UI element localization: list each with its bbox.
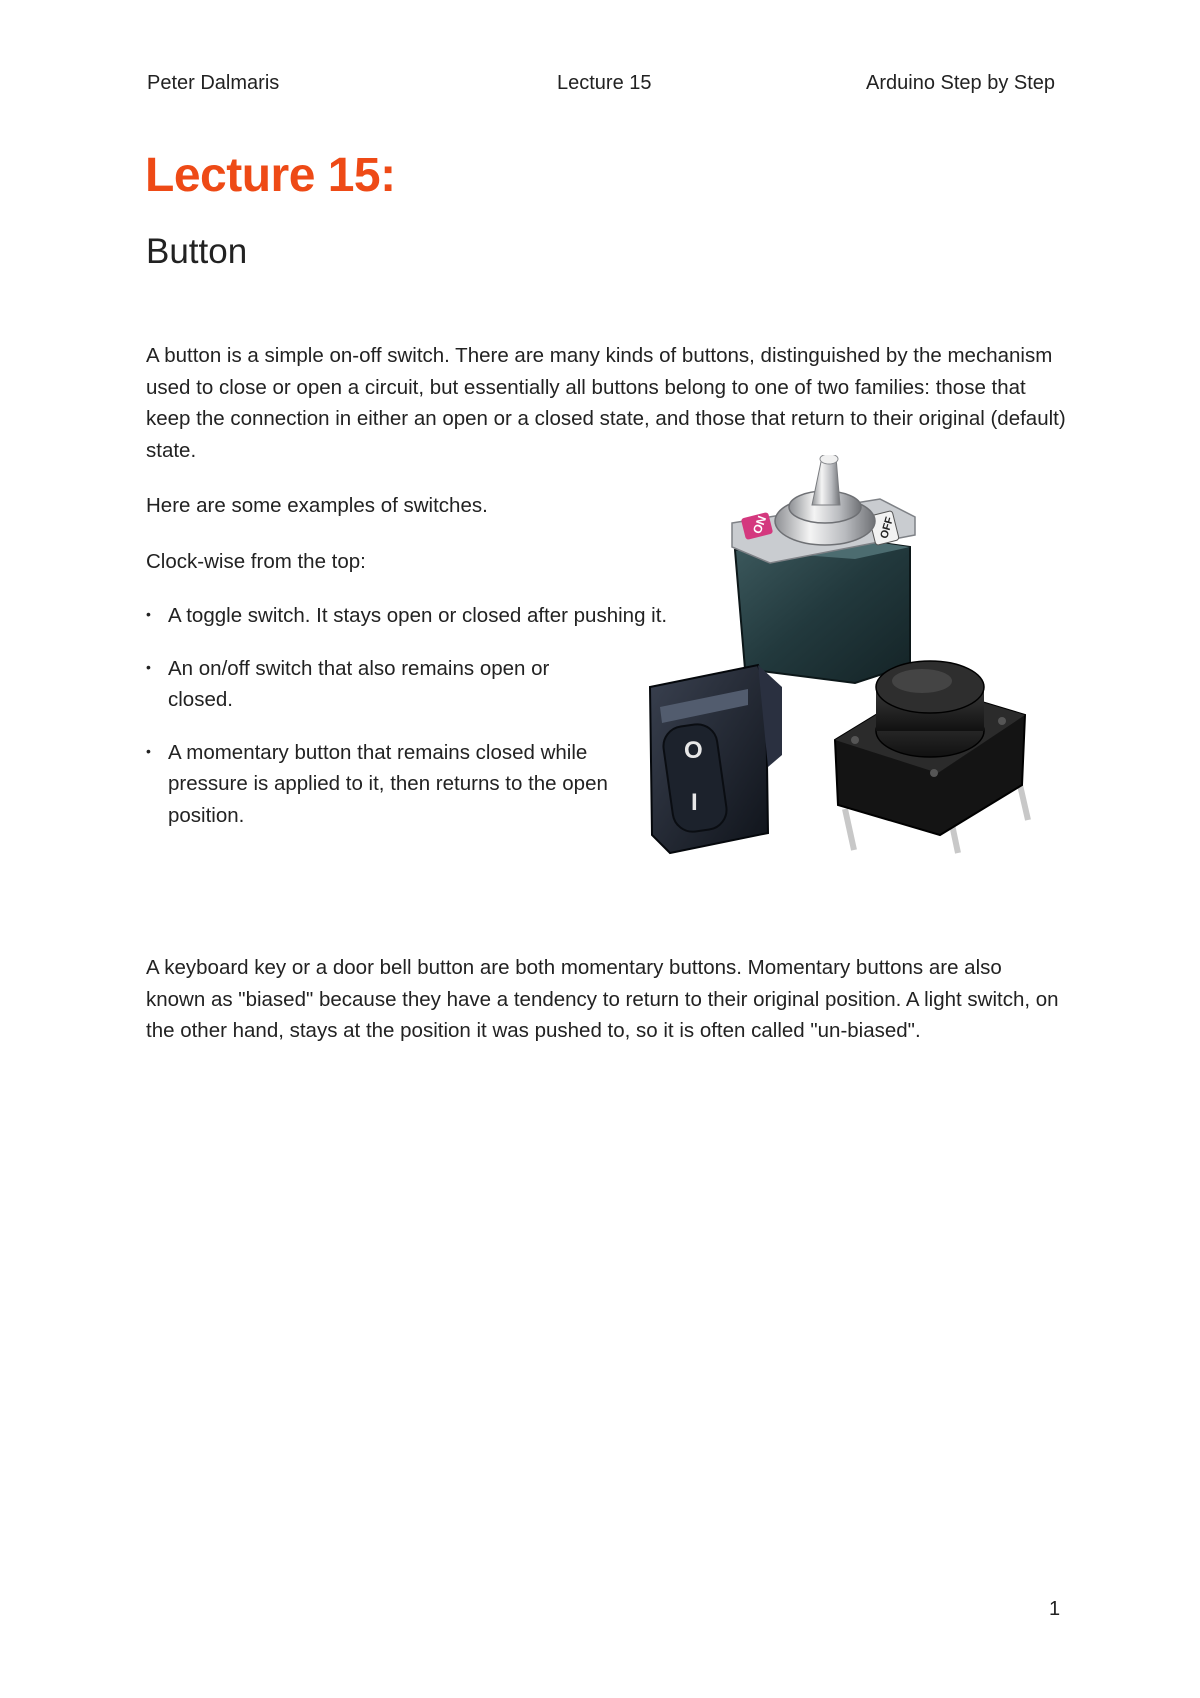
examples-paragraph: Here are some examples of switches. — [146, 494, 488, 517]
list-item: • A toggle switch. It stays open or closed after pushing it. — [146, 600, 888, 632]
toggle-switch-image — [732, 455, 915, 683]
header-lecture: Lecture 15 — [557, 72, 652, 94]
toggle-on-label: ON — [749, 513, 770, 536]
page-subtitle: Button — [146, 232, 248, 271]
clockwise-paragraph: Clock-wise from the top: — [146, 550, 366, 573]
toggle-off-label: OFF — [878, 515, 896, 541]
list-item: • A momentary button that remains closed while pressure is applied to it, then returns to the open position. — [146, 737, 623, 832]
intro-paragraph: A button is a simple on-off switch. There are many kinds of buttons, distinguished by the mechanism used to close or open a circuit, but essentially all buttons belong to one of two families: those that keep the connection in either an open or a closed state, and those that return to their original (default) state. — [146, 344, 1066, 462]
momentary-button-image — [835, 661, 1028, 853]
switches-illustration — [640, 455, 1060, 905]
header-course: Arduino Step by Step — [866, 72, 1056, 94]
list-item: • An on/off switch that also remains open or closed. — [146, 653, 598, 716]
header-author: Peter Dalmaris — [147, 72, 280, 94]
page-title: Lecture 15: — [145, 149, 396, 202]
rocker-switch-image — [650, 665, 782, 853]
rocker-on-mark: O — [684, 737, 703, 764]
closing-paragraph: A keyboard key or a door bell button are both momentary buttons. Momentary buttons are also known as "biased" because they have a tendency to return to their original position. A light switch, on the other hand, stays at the position it was pushed to, so it is often called "un-biased". — [146, 956, 1059, 1042]
rocker-off-mark: I — [691, 789, 698, 816]
page-number: 1 — [1049, 1598, 1061, 1620]
